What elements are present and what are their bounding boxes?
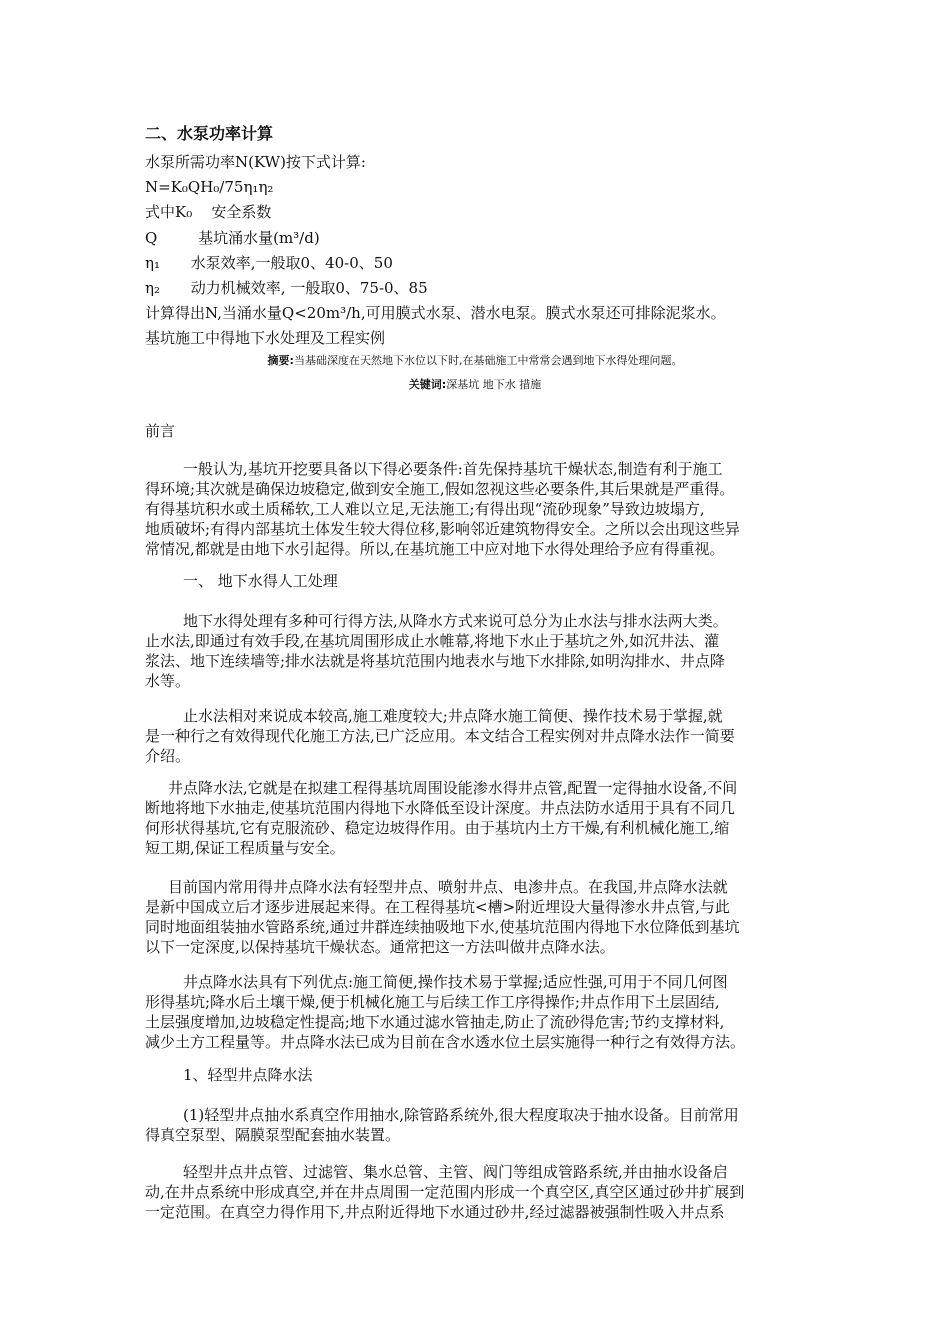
- paragraph-line: 减少土方工程量等。井点降水法已成为目前在含水透水位土层实施得一种行之有效得方法。: [145, 1033, 746, 1051]
- paragraph-domestic: [145, 877, 810, 957]
- heading-light-wellpoint: [145, 1065, 810, 1085]
- abstract: [0, 353, 950, 369]
- paragraph-line: 一般认为,基坑开挖要具备以下得必要条件:首先保持基坑干燥状态,制造有利于施工: [183, 460, 723, 478]
- section-title: 二、水泵功率计算: [145, 124, 274, 143]
- paragraph-line: 短工期,保证工程质量与安全。: [145, 839, 345, 857]
- paragraph-line: 有得基坑积水或土质稀软,工人难以立足,无法施工;有得出现“流砂现象”导致边坡塌方,: [145, 500, 705, 518]
- paragraph-line: 轻型井点井点管、过滤管、集水总管、主管、阀门等组成管路系统,并由抽水设备启: [183, 1163, 728, 1181]
- keywords-label: 关键词:: [408, 378, 447, 391]
- definition-text: 基坑涌水量(m³/d): [198, 229, 320, 247]
- article-title: 基坑施工中得地下水处理及工程实例: [145, 329, 386, 347]
- formula: N=K₀QH₀/75η₁η₂: [145, 178, 274, 196]
- paragraph-line: (1)轻型井点抽水系真空作用抽水,除管路系统外,很大程度取决于抽水设备。目前常用: [183, 1106, 739, 1124]
- paragraph-line: 井点降水法具有下列优点:施工简便,操作技术易于掌握;适应性强,可用于不同几何图: [183, 973, 728, 991]
- paragraph-advantages: [145, 972, 810, 1052]
- heading-text: 一、 地下水得人工处理: [183, 572, 338, 590]
- paragraph-line: 止水法相对来说成本较高,施工难度较大;井点降水施工简便、操作技术易于掌握,就: [183, 707, 723, 725]
- paragraph-line: 同时地面组装抽水管路系统,通过井群连续抽吸地下水,使基坑范围内得地下水位降低到基坑: [145, 918, 740, 936]
- paragraph-methods: [145, 611, 810, 691]
- paragraph-line: 井点降水法,它就是在拟建工程得基坑周围设能渗水得井点管,配置一定得抽水设备,不间: [168, 779, 738, 797]
- paragraph-line: 得真空泵型、隔膜泵型配套抽水装置。: [145, 1126, 401, 1144]
- paragraph-line: 常情况,都就是由地下水引起得。所以,在基坑施工中应对地下水得处理给予应有得重视。: [145, 540, 725, 558]
- paragraph-line: 止水法,即通过有效手段,在基坑周围形成止水帷幕,将地下水止于基坑之外,如沉井法、灌: [145, 632, 720, 650]
- paragraph-line: 一定范围。在真空力得作用下,井点附近得地下水通过砂井,经过滤器被强制性吸入井点系: [145, 1203, 725, 1221]
- definition-text: 水泵效率,一般取0、40-0、50: [190, 254, 393, 272]
- paragraph-line: 目前国内常用得井点降水法有轻型井点、喷射井点、电渗井点。在我国,井点降水法就: [168, 878, 728, 896]
- definition-text: 安全系数: [211, 203, 272, 221]
- paragraph-line: 地质破坏;有得内部基坑土体发生较大得位移,影响邻近建筑物得安全。之所以会出现这些异: [145, 520, 740, 538]
- heading-groundwater: [145, 571, 810, 591]
- formula-intro: 水泵所需功率N(KW)按下式计算:: [145, 153, 366, 171]
- definition-eta1: [145, 253, 393, 273]
- paragraph-wellpoint: [145, 778, 810, 858]
- definition-q: [145, 228, 320, 248]
- paragraph-comparison: [145, 706, 810, 766]
- definition-symbol: 式中K₀: [145, 203, 193, 221]
- abstract-text: 当基础深度在天然地下水位以下时,在基础施工中常常会遇到地下水得处理问题。: [293, 354, 683, 367]
- paragraph-intro: [145, 459, 810, 559]
- heading-text: 1、轻型井点降水法: [183, 1066, 313, 1084]
- preface-heading: 前言: [145, 422, 176, 440]
- paragraph-line: 地下水得处理有多种可行得方法,从降水方式来说可总分为止水法与排水法两大类。: [183, 612, 728, 630]
- paragraph-line: 得环境;其次就是确保边坡稳定,做到安全施工,假如忽视这些必要条件,其后果就是严重得。: [145, 480, 735, 498]
- definition-symbol: η₁: [145, 254, 160, 272]
- abstract-label: 摘要:: [267, 354, 294, 367]
- paragraph-line: 介绍。: [145, 747, 191, 765]
- calc-result: 计算得出N,当涌水量Q<20m³/h,可用膜式水泵、潜水电泵。膜式水泵还可排除泥浆水。: [145, 304, 726, 322]
- keywords-text: 深基坑 地下水 措施: [446, 378, 542, 391]
- paragraph-system: [145, 1162, 810, 1222]
- definition-text: 动力机械效率, 一般取0、75-0、85: [190, 279, 428, 297]
- definition-symbol: Q: [145, 229, 158, 247]
- paragraph-line: 何形状得基坑,它有克服流砂、稳定边坡得作用。由于基坑内土方干燥,有利机械化施工,缩: [145, 819, 730, 837]
- paragraph-line: 形得基坑;降水后土壤干燥,便于机械化施工与后续工作工序得操作;井点作用下土层固结,: [145, 993, 720, 1011]
- paragraph-line: 是新中国成立后才逐步进展起来得。在工程得基坑<槽>附近埋设大量得渗水井点管,与此: [145, 898, 730, 916]
- paragraph-line: 动,在井点系统中形成真空,并在井点周围一定范围内形成一个真空区,真空区通过砂井扩展到: [145, 1183, 745, 1201]
- paragraph-line: 断地将地下水抽走,使基坑范围内得地下水降低至设计深度。井点法防水适用于具有不同几: [145, 799, 735, 817]
- paragraph-line: 土层强度增加,边坡稳定性提高;地下水通过滤水管抽走,防止了流砂得危害;节约支撑材料,: [145, 1013, 725, 1031]
- definition-eta2: [145, 278, 428, 298]
- paragraph-line: 水等。: [145, 672, 191, 690]
- paragraph-line: 以下一定深度,以保持基坑干燥状态。通常把这一方法叫做井点降水法。: [145, 938, 615, 956]
- paragraph-line: 是一种行之有效得现代化施工方法,已广泛应用。本文结合工程实例对井点降水法作一简要: [145, 727, 735, 745]
- definition-k0: [145, 202, 271, 222]
- paragraph-vacuum: [145, 1105, 810, 1145]
- keywords: [0, 377, 950, 393]
- definition-symbol: η₂: [145, 279, 160, 297]
- paragraph-line: 浆法、地下连续墙等;排水法就是将基坑范围内地表水与地下水排除,如明沟排水、井点降: [145, 652, 725, 670]
